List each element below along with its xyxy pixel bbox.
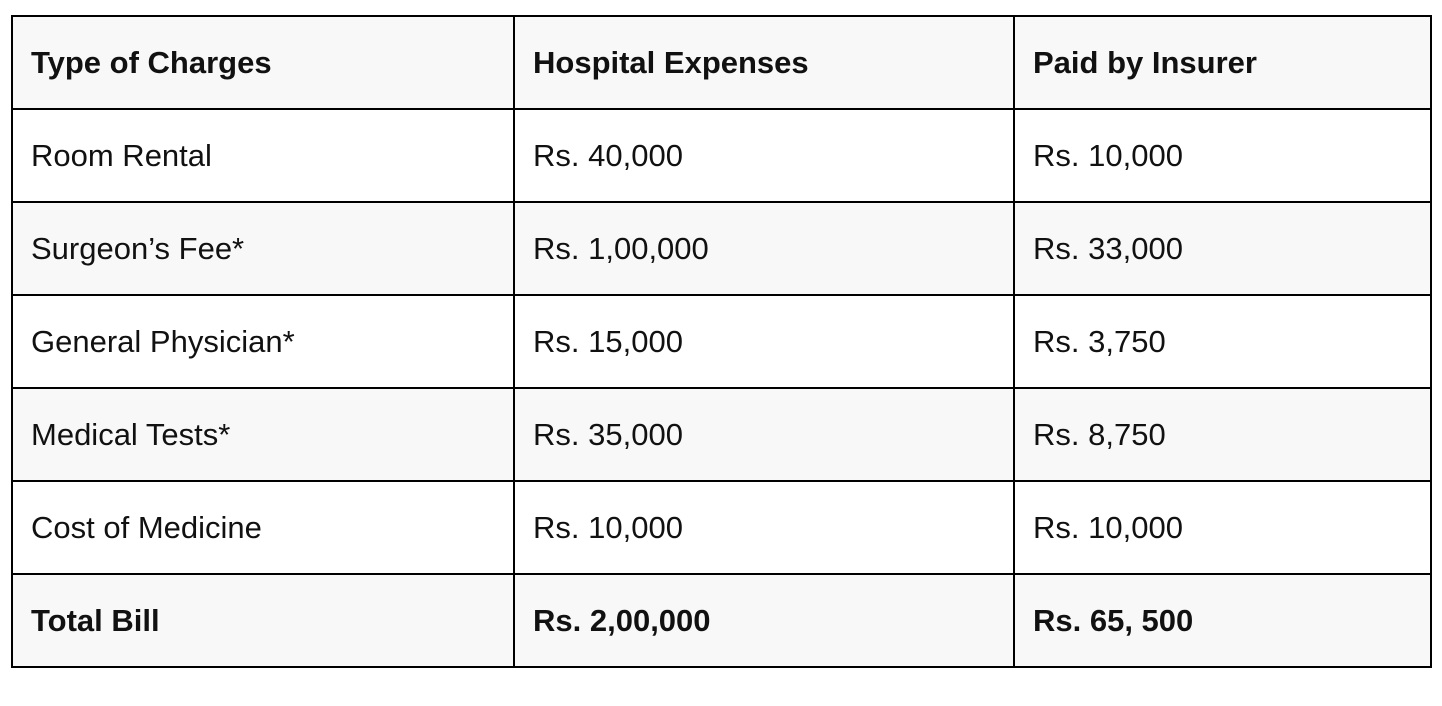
charge-type-cell: Medical Tests* bbox=[12, 388, 514, 481]
insurer-paid-cell: Rs. 10,000 bbox=[1014, 109, 1431, 202]
insurer-paid-cell: Rs. 33,000 bbox=[1014, 202, 1431, 295]
insurer-paid-cell: Rs. 8,750 bbox=[1014, 388, 1431, 481]
table-row bbox=[12, 202, 1431, 295]
insurer-paid-cell: Rs. 10,000 bbox=[1014, 481, 1431, 574]
hospital-expense-cell: Rs. 35,000 bbox=[514, 388, 1014, 481]
hospital-expense-cell: Rs. 15,000 bbox=[514, 295, 1014, 388]
charge-type-cell: Surgeon’s Fee* bbox=[12, 202, 514, 295]
hospital-expense-cell: Rs. 40,000 bbox=[514, 109, 1014, 202]
header-paid-by-insurer: Paid by Insurer bbox=[1014, 16, 1431, 109]
hospital-expense-cell: Rs. 10,000 bbox=[514, 481, 1014, 574]
table-header-row bbox=[12, 16, 1431, 109]
table-row bbox=[12, 109, 1431, 202]
charge-type-cell: Room Rental bbox=[12, 109, 514, 202]
header-type-of-charges: Type of Charges bbox=[12, 16, 514, 109]
hospital-expense-cell: Rs. 1,00,000 bbox=[514, 202, 1014, 295]
table-row bbox=[12, 295, 1431, 388]
hospital-charges-table bbox=[11, 15, 1432, 668]
total-row bbox=[12, 574, 1431, 667]
total-paid-by-insurer: Rs. 65, 500 bbox=[1014, 574, 1431, 667]
table-row bbox=[12, 481, 1431, 574]
total-hospital-expenses: Rs. 2,00,000 bbox=[514, 574, 1014, 667]
header-hospital-expenses: Hospital Expenses bbox=[514, 16, 1014, 109]
charge-type-cell: Cost of Medicine bbox=[12, 481, 514, 574]
total-label: Total Bill bbox=[12, 574, 514, 667]
table-row bbox=[12, 388, 1431, 481]
charge-type-cell: General Physician* bbox=[12, 295, 514, 388]
insurer-paid-cell: Rs. 3,750 bbox=[1014, 295, 1431, 388]
